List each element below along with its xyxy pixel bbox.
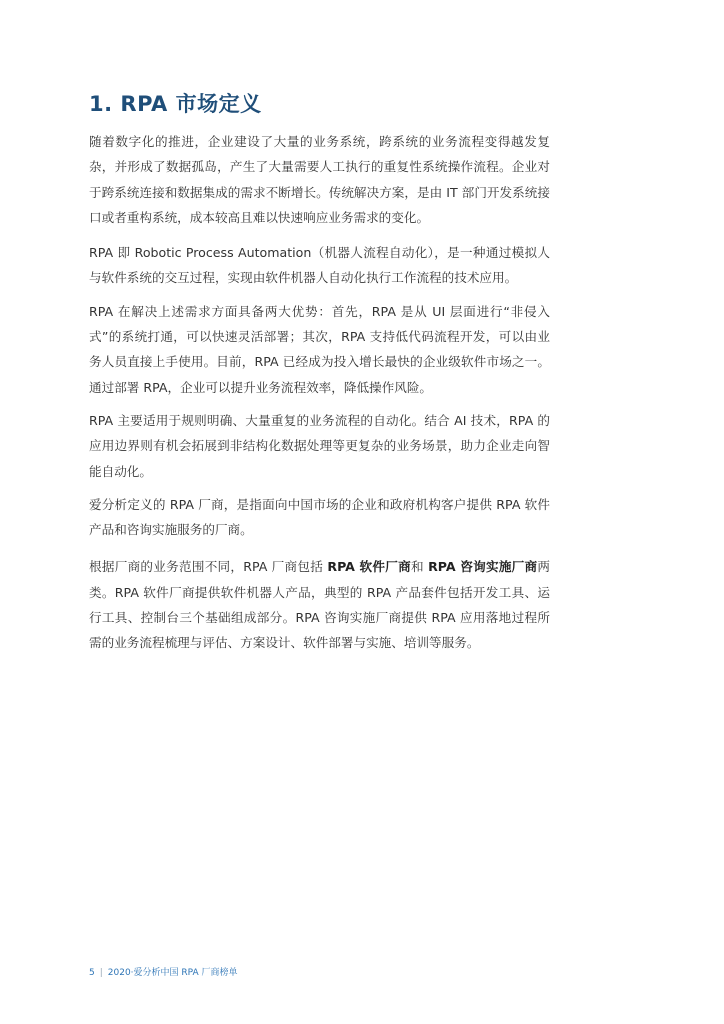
paragraph-rpa-advantages: RPA 在解决上述需求方面具备两大优势：首先，RPA 是从 UI 层面进行“非侵入式”的系统打通，可以快速灵活部署；其次，RPA 支持低代码流程开发，可以由业务人员直接上手使用。目前，RPA 已经成为投入增长最快的企业级软件市场之一。通过部署 RPA，企业可以提升业务流程效率，降低操作风险。 — [89, 303, 550, 395]
paragraph-rpa-definition: RPA 即 Robotic Process Automation（机器人流程自动化），是一种通过模拟人与软件系统的交互过程，实现由软件机器人自动化执行工作流程的技术应用。 — [89, 245, 550, 286]
consulting-vendor-term: RPA 咨询实施厂商 — [428, 559, 538, 575]
paragraph-rpa-scope: RPA 主要适用于规则明确、大量重复的业务流程的自动化。结合 AI 技术，RPA 的应用边界则有机会拓展到非结构化数据处理等更复杂的业务场景，助力企业走向智能自动化。 — [89, 412, 550, 479]
publication-title: 2020·爱分析中国 RPA 厂商榜单 — [107, 968, 238, 978]
footer-separator: | — [99, 968, 103, 978]
section-body — [89, 129, 550, 656]
vendor-types-connector: 和 — [410, 559, 429, 575]
vendor-types-detail: 两类。RPA 软件厂商提供软件机器人产品，典型的 RPA 产品套件包括开发工具、运行工具、控制台三个基础组成部分。RPA 咨询实施厂商提供 RPA 应用落地过程所需的业务流程梳理与评估、方案设计、软件部署与实施、培训等服务。 — [89, 559, 550, 651]
page-number: 5 — [89, 968, 95, 978]
paragraph-background: 随着数字化的推进，企业建设了大量的业务系统，跨系统的业务流程变得越发复杂，并形成了数据孤岛，产生了大量需要人工执行的重复性系统操作流程。企业对于跨系统连接和数据集成的需求不断增长。传统解决方案，是由 IT 部门开发系统接口或者重构系统，成本较高且难以快速响应业务需求的变化。 — [89, 134, 550, 225]
page-footer — [89, 965, 238, 978]
paragraph-vendor-types — [89, 554, 550, 655]
paragraph-vendor-definition: 爱分析定义的 RPA 厂商，是指面向中国市场的企业和政府机构客户提供 RPA 软件产品和咨询实施服务的厂商。 — [89, 496, 550, 538]
software-vendor-term: RPA 软件厂商 — [327, 559, 411, 575]
section-heading: 1. RPA 市场定义 — [89, 92, 262, 116]
vendor-types-intro: 根据厂商的业务范围不同，RPA 厂商包括 — [89, 559, 328, 575]
